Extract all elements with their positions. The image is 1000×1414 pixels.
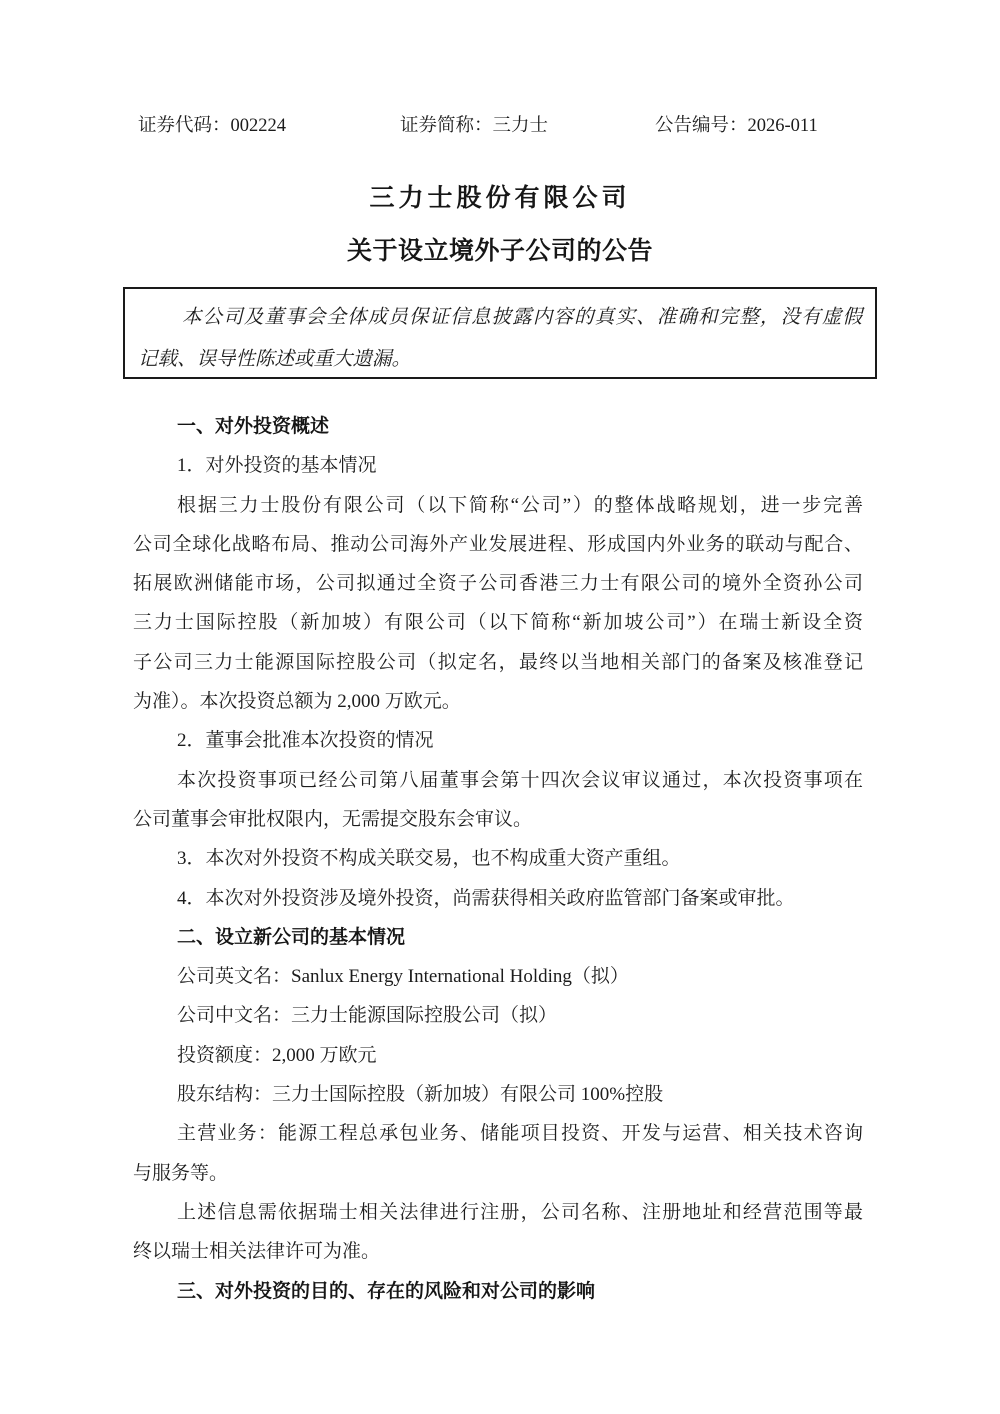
body-line: 公司中文名：三力士能源国际控股公司（拟） — [177, 1005, 558, 1027]
body-line: 为准）。本次投资总额为 2,000 万欧元。 — [133, 691, 461, 713]
body-line: 主营业务：能源工程总承包业务、储能项目投资、开发与运营、相关技术咨询 — [177, 1123, 863, 1145]
stock-short-name-value: 三力士 — [492, 116, 549, 136]
stock-code — [138, 111, 286, 137]
stock-code-label: 证券代码： — [138, 116, 231, 136]
body-line: 公司英文名：Sanlux Energy International Holding（拟） — [177, 966, 629, 988]
body-line: 拓展欧洲储能市场，公司拟通过全资子公司香港三力士有限公司的境外全资孙公司 — [133, 573, 863, 595]
disclaimer-box — [123, 287, 877, 379]
disclaimer-line: 本公司及董事会全体成员保证信息披露内容的真实、准确和完整，没有虚假 — [182, 307, 862, 328]
company-title: 三力士股份有限公司 — [369, 184, 631, 212]
body-line: 与服务等。 — [133, 1162, 229, 1184]
body-line: 上述信息需依据瑞士相关法律进行注册，公司名称、注册地址和经营范围等最 — [177, 1201, 863, 1223]
body-line: 子公司三力士能源国际控股公司（拟定名，最终以当地相关部门的备案及核准登记 — [133, 651, 863, 673]
document-header-row — [0, 111, 1000, 137]
section-heading: 一、对外投资概述 — [177, 416, 330, 437]
body-line: 4．本次对外投资涉及境外投资，尚需获得相关政府监管部门备案或审批。 — [177, 887, 795, 909]
body-line: 三力士国际控股（新加坡）有限公司（以下简称“新加坡公司”）在瑞士新设全资 — [133, 612, 863, 634]
body-line: 公司全球化战略布局、推动公司海外产业发展进程、形成国内外业务的联动与配合、 — [133, 533, 863, 555]
announcement-number-label: 公告编号： — [655, 116, 748, 136]
section-heading: 二、设立新公司的基本情况 — [177, 926, 406, 948]
stock-short-name-label: 证券简称： — [400, 116, 493, 136]
body-line: 1．对外投资的基本情况 — [177, 455, 377, 477]
announcement-number — [655, 111, 818, 137]
body-line: 2．董事会批准本次投资的情况 — [177, 730, 434, 752]
section-heading: 三、对外投资的目的、存在的风险和对公司的影响 — [177, 1280, 596, 1302]
body-line: 公司董事会审批权限内，无需提交股东会审议。 — [133, 808, 533, 830]
stock-code-value: 002224 — [230, 116, 287, 136]
stock-short-name — [400, 111, 548, 137]
body-line: 3．本次对外投资不构成关联交易，也不构成重大资产重组。 — [177, 848, 681, 870]
body-line: 股东结构：三力士国际控股（新加坡）有限公司 100%控股 — [177, 1084, 664, 1106]
body-line: 根据三力士股份有限公司（以下简称“公司”）的整体战略规划，进一步完善 — [177, 494, 863, 516]
body-line: 终以瑞士相关法律许可为准。 — [133, 1241, 381, 1263]
body-line: 投资额度：2,000 万欧元 — [177, 1044, 377, 1066]
announcement-subtitle: 关于设立境外子公司的公告 — [346, 237, 653, 265]
disclaimer-line: 记载、误导性陈述或重大遗漏。 — [138, 349, 412, 370]
announcement-number-value: 2026-011 — [747, 116, 818, 136]
body-line: 本次投资事项已经公司第八届董事会第十四次会议审议通过，本次投资事项在 — [177, 769, 863, 791]
body — [133, 407, 863, 1311]
